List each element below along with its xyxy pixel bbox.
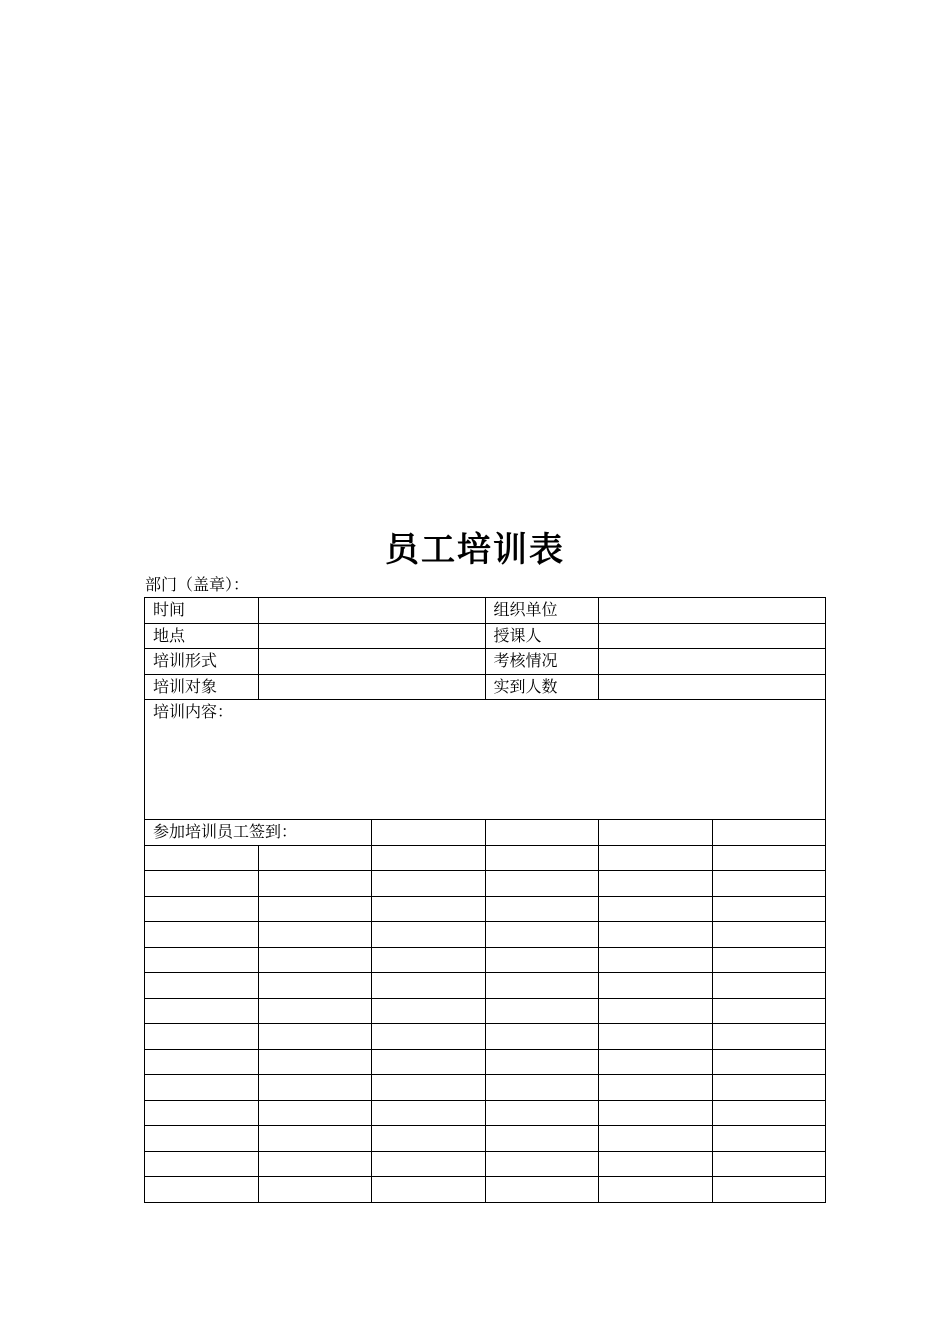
signin-cell[interactable]: [599, 922, 713, 948]
signin-cell[interactable]: [145, 1151, 259, 1177]
signin-cell[interactable]: [258, 947, 372, 973]
signin-cell[interactable]: [372, 896, 486, 922]
signin-cell[interactable]: [258, 922, 372, 948]
signin-header-row: [145, 820, 826, 846]
signin-cell[interactable]: [599, 1177, 713, 1203]
location-value-field[interactable]: [258, 623, 485, 649]
signin-cell[interactable]: [258, 1075, 372, 1101]
signin-cell[interactable]: [145, 1126, 259, 1152]
training-audience-label: 培训对象: [145, 674, 259, 700]
signin-cell[interactable]: [599, 820, 713, 846]
department-stamp-label: 部门（盖章）：: [145, 575, 250, 594]
signin-cell[interactable]: [258, 1024, 372, 1050]
signin-cell[interactable]: [145, 922, 259, 948]
lecturer-value-field[interactable]: [599, 623, 826, 649]
signin-cell[interactable]: [145, 896, 259, 922]
signin-cell[interactable]: [485, 1075, 599, 1101]
signin-cell[interactable]: [372, 1177, 486, 1203]
signin-cell[interactable]: [372, 922, 486, 948]
signin-cell[interactable]: [712, 1075, 826, 1101]
signin-cell[interactable]: [258, 871, 372, 897]
signin-row: [145, 1126, 826, 1152]
signin-cell[interactable]: [712, 922, 826, 948]
signin-cell[interactable]: [712, 1100, 826, 1126]
signin-label: 参加培训员工签到：: [145, 820, 372, 846]
signin-cell[interactable]: [145, 1100, 259, 1126]
signin-cell[interactable]: [599, 896, 713, 922]
assessment-value-field[interactable]: [599, 649, 826, 675]
signin-cell[interactable]: [145, 1049, 259, 1075]
signin-cell[interactable]: [599, 845, 713, 871]
signin-cell[interactable]: [712, 1177, 826, 1203]
time-value-field[interactable]: [258, 598, 485, 624]
signin-cell[interactable]: [145, 973, 259, 999]
signin-cell[interactable]: [258, 1151, 372, 1177]
signin-cell[interactable]: [258, 1126, 372, 1152]
training-content-row: [145, 700, 826, 820]
signin-cell[interactable]: [372, 1100, 486, 1126]
signin-cell[interactable]: [145, 1075, 259, 1101]
signin-cell[interactable]: [258, 1100, 372, 1126]
signin-cell[interactable]: [712, 1126, 826, 1152]
signin-cell[interactable]: [712, 1024, 826, 1050]
signin-row: [145, 845, 826, 871]
signin-cell[interactable]: [485, 1049, 599, 1075]
assessment-label: 考核情况: [485, 649, 599, 675]
signin-cell[interactable]: [485, 973, 599, 999]
signin-row: [145, 973, 826, 999]
signin-cell[interactable]: [145, 871, 259, 897]
signin-cell[interactable]: [145, 1024, 259, 1050]
organizer-value-field[interactable]: [599, 598, 826, 624]
signin-cell[interactable]: [372, 820, 486, 846]
training-form-table: [144, 597, 826, 1203]
signin-cell[interactable]: [712, 998, 826, 1024]
signin-cell[interactable]: [485, 1100, 599, 1126]
signin-cell[interactable]: [372, 973, 486, 999]
signin-cell[interactable]: [258, 1177, 372, 1203]
signin-cell[interactable]: [712, 871, 826, 897]
training-audience-value-field[interactable]: [258, 674, 485, 700]
signin-cell[interactable]: [258, 1049, 372, 1075]
signin-cell[interactable]: [599, 998, 713, 1024]
signin-cell[interactable]: [372, 1126, 486, 1152]
training-content-field[interactable]: [145, 700, 826, 820]
signin-cell[interactable]: [145, 845, 259, 871]
info-row-time: [145, 598, 826, 624]
signin-cell[interactable]: [145, 947, 259, 973]
signin-row: [145, 1049, 826, 1075]
signin-cell[interactable]: [599, 871, 713, 897]
signin-cell[interactable]: [599, 973, 713, 999]
signin-cell[interactable]: [599, 947, 713, 973]
signin-cell[interactable]: [712, 820, 826, 846]
signin-row: [145, 922, 826, 948]
signin-row: [145, 947, 826, 973]
signin-cell[interactable]: [485, 1151, 599, 1177]
signin-cell[interactable]: [712, 947, 826, 973]
signin-cell[interactable]: [485, 1177, 599, 1203]
signin-cell[interactable]: [485, 1024, 599, 1050]
signin-row: [145, 1024, 826, 1050]
signin-cell[interactable]: [485, 947, 599, 973]
signin-cell[interactable]: [599, 1024, 713, 1050]
signin-cell[interactable]: [372, 947, 486, 973]
document-title: 员工培训表: [385, 530, 565, 570]
signin-cell[interactable]: [712, 1151, 826, 1177]
signin-cell[interactable]: [258, 998, 372, 1024]
signin-cell[interactable]: [712, 1049, 826, 1075]
signin-cell[interactable]: [372, 998, 486, 1024]
organizer-label: 组织单位: [485, 598, 599, 624]
location-label: 地点: [145, 623, 259, 649]
signin-grid: [145, 845, 826, 1202]
signin-cell[interactable]: [485, 845, 599, 871]
info-row-location: [145, 623, 826, 649]
signin-cell[interactable]: [485, 820, 599, 846]
signin-cell[interactable]: [372, 1075, 486, 1101]
attendance-count-label: 实到人数: [485, 674, 599, 700]
signin-cell[interactable]: [485, 871, 599, 897]
signin-cell[interactable]: [485, 896, 599, 922]
info-row-audience: [145, 674, 826, 700]
signin-cell[interactable]: [372, 1151, 486, 1177]
lecturer-label: 授课人: [485, 623, 599, 649]
signin-cell[interactable]: [145, 1177, 259, 1203]
signin-cell[interactable]: [258, 845, 372, 871]
signin-cell[interactable]: [372, 1024, 486, 1050]
signin-cell[interactable]: [145, 998, 259, 1024]
signin-cell[interactable]: [712, 845, 826, 871]
signin-cell[interactable]: [599, 1126, 713, 1152]
signin-cell[interactable]: [599, 1151, 713, 1177]
signin-row: [145, 871, 826, 897]
signin-cell[interactable]: [372, 845, 486, 871]
signin-cell[interactable]: [258, 896, 372, 922]
info-row-format: [145, 649, 826, 675]
training-format-label: 培训形式: [145, 649, 259, 675]
signin-row: [145, 1151, 826, 1177]
attendance-count-value-field[interactable]: [599, 674, 826, 700]
signin-row: [145, 1075, 826, 1101]
signin-cell[interactable]: [485, 922, 599, 948]
training-content-label: 培训内容：: [153, 702, 234, 721]
signin-cell[interactable]: [599, 1049, 713, 1075]
signin-row: [145, 998, 826, 1024]
signin-cell[interactable]: [485, 998, 599, 1024]
signin-cell[interactable]: [258, 973, 372, 999]
signin-cell[interactable]: [599, 1075, 713, 1101]
signin-row: [145, 1177, 826, 1203]
training-format-value-field[interactable]: [258, 649, 485, 675]
signin-row: [145, 1100, 826, 1126]
time-label: 时间: [145, 598, 259, 624]
signin-row: [145, 896, 826, 922]
signin-cell[interactable]: [372, 871, 486, 897]
signin-cell[interactable]: [712, 896, 826, 922]
signin-cell[interactable]: [372, 1049, 486, 1075]
signin-cell[interactable]: [712, 973, 826, 999]
signin-cell[interactable]: [485, 1126, 599, 1152]
signin-cell[interactable]: [599, 1100, 713, 1126]
